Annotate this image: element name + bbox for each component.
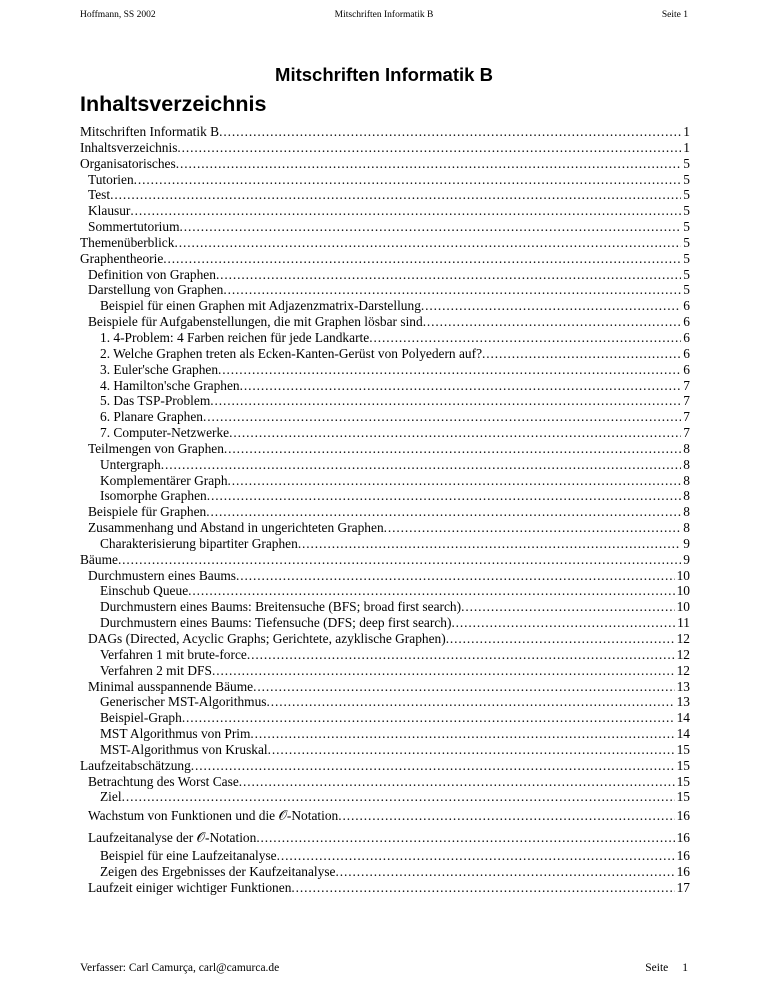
toc-entry[interactable]	[80, 631, 690, 647]
toc-entry[interactable]	[80, 742, 690, 758]
toc-entry-page: 8	[683, 488, 690, 504]
toc-leader-dots	[384, 520, 682, 536]
toc-leader-dots	[180, 219, 682, 235]
toc-entry-title: Mitschriften Informatik B	[80, 124, 220, 139]
toc-entry[interactable]	[80, 663, 690, 679]
toc-entry[interactable]	[80, 504, 690, 520]
toc-leader-dots	[253, 679, 674, 695]
toc-entry-page: 8	[683, 440, 690, 456]
toc-leader-dots	[177, 140, 681, 156]
toc-entry-title: Darstellung von Graphen	[88, 282, 224, 298]
toc-leader-dots	[176, 156, 682, 172]
footer-page-number: 1	[682, 962, 688, 974]
toc-entry-page: 7	[683, 409, 690, 425]
toc-entry[interactable]	[80, 679, 690, 695]
toc-entry[interactable]	[80, 457, 690, 473]
toc-leader-dots	[134, 172, 682, 188]
toc-entry-title: Teilmengen von Graphen	[88, 440, 224, 456]
toc-entry-page: 16	[676, 864, 690, 880]
toc-entry[interactable]	[80, 314, 690, 330]
toc-entry-title: Laufzeitabschätzung	[80, 757, 191, 773]
toc-entry-page: 6	[683, 314, 690, 330]
toc-leader-dots	[247, 647, 675, 663]
toc-entry[interactable]	[80, 298, 690, 314]
toc-entry-page: 10	[676, 583, 690, 599]
toc-entry-page: 15	[676, 757, 690, 773]
toc-entry-title: Charakterisierung bipartiter Graphen	[100, 535, 298, 551]
toc-entry-page: 16	[676, 808, 690, 824]
toc-leader-dots	[228, 473, 682, 489]
toc-entry-title: 7. Computer-Netzwerke	[100, 425, 230, 441]
toc-entry-title: Generischer MST-Algorithmus	[100, 694, 267, 710]
toc-entry-title: Graphentheorie	[80, 250, 164, 266]
toc-entry-page: 8	[683, 472, 690, 488]
toc-entry[interactable]	[80, 441, 690, 457]
toc-entry-title: Definition von Graphen	[88, 266, 216, 282]
toc-entry[interactable]	[80, 520, 690, 536]
toc-entry-title: Organisatorisches	[80, 155, 176, 171]
toc-entry-title: Untergraph	[100, 456, 161, 472]
toc-entry-title: MST-Algorithmus von Kruskal	[100, 741, 268, 757]
toc-leader-dots	[421, 298, 681, 314]
toc-leader-dots	[219, 124, 681, 140]
toc-entry-title: Beispiele für Graphen	[88, 504, 207, 520]
toc-leader-dots	[203, 409, 681, 425]
toc-leader-dots	[163, 251, 681, 267]
toc-leader-dots	[250, 726, 674, 742]
toc-entry-page: 15	[676, 789, 690, 805]
toc-leader-dots	[461, 599, 675, 615]
toc-entry-title: Themenüberblick	[80, 234, 175, 250]
toc-leader-dots	[212, 663, 675, 679]
toc-entry[interactable]	[80, 710, 690, 726]
toc-entry[interactable]	[80, 536, 690, 552]
footer-author: Verfasser: Carl Camurça, carl@camurca.de	[80, 962, 280, 974]
toc-entry-page: 7	[683, 393, 690, 409]
toc-entry[interactable]	[80, 758, 690, 774]
toc-leader-dots	[240, 378, 682, 394]
toc-entry[interactable]	[80, 880, 690, 896]
toc-entry-page: 5	[683, 171, 690, 187]
toc-entry-page: 7	[683, 425, 690, 441]
toc-entry[interactable]	[80, 864, 690, 880]
toc-entry-page: 1	[683, 124, 690, 139]
toc-entry[interactable]	[80, 124, 690, 140]
toc-leader-dots	[451, 615, 675, 631]
toc-entry-page: 16	[676, 848, 690, 864]
toc-leader-dots	[298, 536, 681, 552]
toc-entry[interactable]	[80, 568, 690, 584]
toc-entry-title: Durchmustern eines Baums	[88, 567, 237, 583]
toc-leader-dots	[216, 267, 681, 283]
toc-entry[interactable]	[80, 409, 690, 425]
toc-entry-page: 6	[683, 329, 690, 345]
toc-entry-title: 3. Euler'sche Graphen	[100, 361, 219, 377]
toc-entry-page: 14	[676, 726, 690, 742]
toc-entry[interactable]	[80, 694, 690, 710]
toc-entry-page: 14	[676, 710, 690, 726]
toc-leader-dots	[229, 425, 681, 441]
toc-entry-page: 11	[677, 615, 690, 631]
toc-entry-title: Bäume	[80, 551, 118, 567]
toc-entry[interactable]	[80, 219, 690, 235]
toc-leader-dots	[210, 393, 681, 409]
toc-entry-page: 8	[683, 504, 690, 520]
toc-entry-title: Minimal ausspannende Bäume	[88, 678, 254, 694]
toc-leader-dots	[277, 848, 675, 864]
toc-entry-page: 5	[683, 187, 690, 203]
toc-entry[interactable]	[80, 346, 690, 362]
toc-entry[interactable]	[80, 235, 690, 251]
footer-page-label: Seite	[645, 962, 669, 974]
toc-entry-page: 6	[683, 361, 690, 377]
toc-entry-page: 1	[683, 139, 690, 155]
toc-leader-dots	[338, 805, 674, 827]
toc-leader-dots	[236, 568, 675, 584]
toc-entry-title: 2. Welche Graphen treten als Ecken-Kanten-Gerüst von Polyedern auf?	[100, 345, 483, 361]
toc-entry-title: 5. Das TSP-Problem	[100, 393, 211, 409]
toc-leader-dots	[122, 789, 675, 805]
toc-entry[interactable]	[80, 599, 690, 615]
toc-entry-page: 15	[676, 773, 690, 789]
toc-entry-page: 9	[683, 551, 690, 567]
toc-entry-title: Betrachtung des Worst Case	[88, 773, 239, 789]
toc-entry-title: 4. Hamilton'sche Graphen	[100, 377, 240, 393]
toc-leader-dots	[191, 758, 675, 774]
toc-leader-dots	[423, 314, 682, 330]
toc-entry-title: Klausur	[88, 203, 131, 219]
toc-entry[interactable]	[80, 827, 690, 849]
toc-entry-title: Verfahren 2 mit DFS	[100, 662, 212, 678]
toc-entry[interactable]	[80, 789, 690, 805]
toc-entry-title: DAGs (Directed, Acyclic Graphs; Gerichtete, azyklische Graphen)	[88, 631, 446, 646]
toc-leader-dots	[369, 330, 681, 346]
toc-leader-dots	[161, 457, 682, 473]
toc-entry-title: Test	[88, 187, 111, 203]
page-header	[80, 10, 688, 24]
toc-leader-dots	[218, 362, 681, 378]
toc-entry-title: Durchmustern eines Baums: Tiefensuche (DFS; deep first search)	[100, 615, 452, 631]
toc-entry-title: Beispiel für einen Graphen mit Adjazenzmatrix-Darstellung	[100, 298, 421, 314]
toc-entry-page: 15	[676, 741, 690, 757]
toc-entry-title: MST Algorithmus von Prim	[100, 726, 251, 742]
toc-entry-page: 5	[683, 155, 690, 171]
toc-entry[interactable]	[80, 267, 690, 283]
toc-entry-title: Beispiel für eine Laufzeitanalyse	[100, 848, 277, 864]
toc-leader-dots	[182, 710, 675, 726]
table-of-contents	[80, 124, 690, 896]
toc-entry[interactable]	[80, 378, 690, 394]
toc-entry-title: Inhaltsverzeichnis	[80, 139, 178, 155]
header-center: Mitschriften Informatik B	[334, 10, 434, 20]
header-left: Hoffmann, SS 2002	[80, 10, 156, 20]
toc-entry-page: 5	[683, 250, 690, 266]
toc-entry-page: 13	[676, 694, 690, 710]
toc-entry-title: Laufzeit einiger wichtiger Funktionen	[88, 879, 292, 895]
toc-leader-dots	[291, 880, 674, 896]
header-right: Seite 1	[661, 10, 688, 20]
toc-leader-dots	[206, 504, 681, 520]
toc-entry-title: Sommertutorium	[88, 219, 180, 235]
toc-entry[interactable]	[80, 615, 690, 631]
toc-entry-title: Komplementärer Graph	[100, 472, 228, 488]
toc-entry-page: 10	[676, 567, 690, 583]
toc-entry-page: 6	[683, 298, 690, 314]
toc-entry-page: 5	[683, 234, 690, 250]
toc-entry-page: 6	[683, 345, 690, 361]
toc-entry-page: 8	[683, 456, 690, 472]
toc-entry-title: Laufzeitanalyse der 𝒪-Notation	[88, 829, 257, 845]
toc-entry[interactable]	[80, 203, 690, 219]
toc-entry[interactable]	[80, 774, 690, 790]
toc-entry[interactable]	[80, 805, 690, 827]
toc-entry[interactable]	[80, 187, 690, 203]
toc-leader-dots	[188, 583, 674, 599]
toc-leader-dots	[110, 187, 681, 203]
toc-entry[interactable]	[80, 156, 690, 172]
toc-leader-dots	[130, 203, 681, 219]
toc-leader-dots	[207, 488, 682, 504]
toc-entry-title: Verfahren 1 mit brute-force	[100, 646, 247, 662]
toc-leader-dots	[239, 774, 675, 790]
toc-entry-page: 5	[683, 203, 690, 219]
toc-leader-dots	[268, 742, 675, 758]
toc-entry[interactable]	[80, 393, 690, 409]
toc-leader-dots	[482, 346, 681, 362]
toc-entry-page: 16	[676, 829, 690, 845]
toc-entry[interactable]	[80, 425, 690, 441]
footer-page	[645, 962, 688, 974]
toc-entry-title: Durchmustern eines Baums: Breitensuche (BFS; broad first search)	[100, 599, 462, 615]
toc-entry-title: Tutorien	[88, 171, 134, 187]
toc-leader-dots	[256, 827, 674, 849]
toc-entry-title: 1. 4-Problem: 4 Farben reichen für jede Landkarte	[100, 329, 370, 345]
toc-entry-page: 12	[676, 646, 690, 662]
toc-entry[interactable]	[80, 330, 690, 346]
toc-entry-title: Einschub Queue	[100, 583, 189, 599]
toc-entry-page: 9	[683, 535, 690, 551]
toc-entry[interactable]	[80, 726, 690, 742]
toc-entry-title: Zusammenhang und Abstand in ungerichteten Graphen	[88, 520, 384, 536]
toc-entry[interactable]	[80, 848, 690, 864]
toc-entry[interactable]	[80, 473, 690, 489]
document-title: Mitschriften Informatik B	[275, 64, 493, 85]
toc-leader-dots	[174, 235, 681, 251]
toc-entry-title: 6. Planare Graphen	[100, 409, 203, 425]
toc-entry-title: Beispiel-Graph	[100, 710, 182, 726]
toc-entry-page: 12	[676, 631, 690, 646]
toc-entry-title: Zeigen des Ergebnisses der Kaufzeitanalyse	[100, 864, 336, 880]
toc-entry-title: Wachstum von Funktionen und die 𝒪-Notation	[88, 808, 339, 824]
toc-entry-page: 8	[683, 520, 690, 536]
toc-leader-dots	[118, 552, 681, 568]
toc-entry-title: Isomorphe Graphen	[100, 488, 207, 504]
toc-entry[interactable]	[80, 647, 690, 663]
toc-entry-title: Ziel	[100, 789, 122, 805]
toc-entry[interactable]	[80, 583, 690, 599]
toc-leader-dots	[336, 864, 675, 880]
toc-entry-page: 5	[683, 219, 690, 235]
toc-entry-page: 10	[676, 599, 690, 615]
toc-leader-dots	[267, 694, 675, 710]
toc-heading: Inhaltsverzeichnis	[80, 92, 267, 116]
toc-leader-dots	[224, 441, 681, 457]
toc-leader-dots	[223, 282, 681, 298]
toc-entry[interactable]	[80, 140, 690, 156]
toc-entry[interactable]	[80, 172, 690, 188]
toc-entry-page: 5	[683, 266, 690, 282]
toc-entry[interactable]	[80, 552, 690, 568]
toc-leader-dots	[446, 631, 675, 647]
toc-entry[interactable]	[80, 362, 690, 378]
toc-entry-page: 7	[683, 377, 690, 393]
toc-entry[interactable]	[80, 251, 690, 267]
toc-entry-page: 12	[676, 662, 690, 678]
toc-entry-title: Beispiele für Aufgabenstellungen, die mit Graphen lösbar sind	[88, 314, 423, 330]
toc-entry-page: 5	[683, 282, 690, 298]
toc-entry-page: 13	[676, 678, 690, 694]
toc-entry-page: 17	[676, 879, 690, 895]
toc-entry[interactable]	[80, 282, 690, 298]
toc-entry[interactable]	[80, 488, 690, 504]
